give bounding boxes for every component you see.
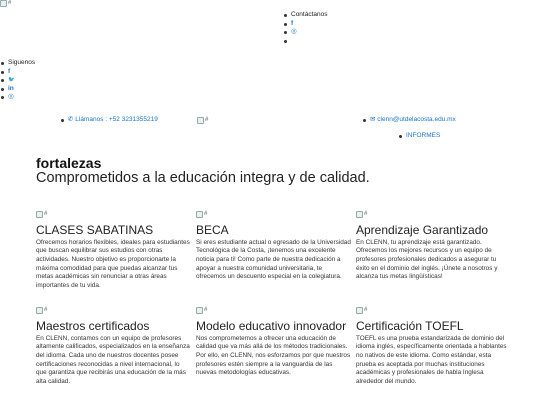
card-image-alt: # bbox=[204, 307, 208, 313]
card-title: Modelo educativo innovador bbox=[196, 319, 347, 333]
card-title: CLASES SABATINAS bbox=[36, 223, 154, 237]
card-image-alt: # bbox=[44, 307, 48, 313]
broken-image-icon bbox=[36, 307, 43, 314]
social-linkedin[interactable] bbox=[0, 85, 35, 94]
card-text: TOEFL es una prueba estandarizada de dominio del idioma inglés, específicamente orientada a hablantes no nativos de este idioma. Como estándar, esta prueba es aceptada por muchas instituciones académicas y profesionales de habla Inglesa alrededor del mundo. bbox=[356, 334, 507, 386]
card-text: Si eres estudiante actual o egresado de la Universidad Tecnológica de la Costa, ¡tenemos una excelente noticia para ti! Como parte de nuestra dedicación a apoyar a nuestra comunidad universitaria, te ofrecemos un descuento especial en la colegiatura. bbox=[196, 238, 351, 281]
section-subtitle: Comprometidos a la educación integra y de calidad. bbox=[36, 170, 370, 186]
phone-link[interactable]: Llámanos : +52 3231355219 bbox=[75, 116, 158, 123]
card-clases-sabatinas bbox=[36, 205, 191, 291]
card-image bbox=[196, 211, 207, 218]
top-menu-instagram[interactable] bbox=[283, 28, 328, 37]
top-menu bbox=[283, 11, 328, 37]
broken-image-icon bbox=[36, 211, 43, 218]
contact-link[interactable]: Contáctanos bbox=[291, 11, 328, 18]
card-image bbox=[356, 211, 367, 218]
email-icon: ✉ bbox=[370, 116, 376, 123]
facebook-icon[interactable]: f bbox=[291, 19, 294, 27]
card-image-alt: # bbox=[364, 307, 368, 313]
card-maestros-certificados bbox=[36, 301, 191, 387]
linkedin-icon[interactable]: in bbox=[8, 84, 14, 92]
card-text: En CLENN, tu aprendizaje está garantizado. Ofrecemos los mejores recursos y un equipo de profesores profesionales dedicados a asegurar tu éxito en el dominio del inglés. ¡Únete a nosotros y alcanza tus metas lingüísticas! bbox=[356, 238, 498, 281]
card-image bbox=[36, 211, 47, 218]
card-title: Certificación TOEFL bbox=[356, 319, 464, 333]
informes-list bbox=[398, 132, 440, 141]
logo-image[interactable] bbox=[0, 0, 11, 7]
section-title: fortalezas bbox=[36, 155, 102, 171]
card-image bbox=[36, 307, 47, 314]
card-certificacion-toefl bbox=[356, 301, 511, 387]
broken-image-icon bbox=[356, 307, 363, 314]
card-modelo-educativo bbox=[196, 301, 351, 378]
contact-image bbox=[197, 117, 208, 124]
broken-image-icon bbox=[0, 0, 7, 7]
facebook-icon[interactable]: f bbox=[8, 67, 11, 75]
top-menu-contact[interactable] bbox=[283, 11, 328, 20]
top-menu-facebook[interactable] bbox=[283, 20, 328, 29]
instagram-icon[interactable]: ◎ bbox=[8, 93, 14, 101]
card-text: Ofrecemos horarios flexibles, ideales para estudiantes que buscan equilibrar sus estudios con otras actividades. Nuestro objetivo es proporcionarte la máxima comodidad para que puedas alcanzar tus metas académicas sin renunciar a otras áreas importantes de tu vida. bbox=[36, 238, 190, 290]
card-image-alt: # bbox=[364, 211, 368, 217]
card-image bbox=[356, 307, 367, 314]
card-title: Aprendizaje Garantizado bbox=[356, 223, 489, 237]
card-image-alt: # bbox=[204, 211, 208, 217]
logo-alt: # bbox=[8, 0, 12, 6]
card-image-alt: # bbox=[44, 211, 48, 217]
social-instagram[interactable] bbox=[0, 93, 35, 102]
twitter-icon[interactable]: 🐦 bbox=[8, 77, 15, 84]
card-title: Maestros certificados bbox=[36, 319, 150, 333]
broken-image-icon bbox=[356, 211, 363, 218]
phone-list bbox=[60, 116, 158, 125]
card-text: Nos comprometemos a ofrecer una educación de calidad que va más allá de los métodos tradicionales. Por ello, en CLENN, nos esforzamos por que nuestros profesores estén siempre a la vanguardia de las nuevas metodologías educativas. bbox=[196, 334, 351, 377]
email-link[interactable]: clenn@utdelacosta.edu.mx bbox=[377, 116, 456, 123]
card-title: BECA bbox=[196, 223, 229, 237]
phone-item[interactable] bbox=[60, 116, 158, 125]
email-item[interactable] bbox=[362, 116, 456, 125]
broken-image-icon bbox=[196, 307, 203, 314]
email-list bbox=[362, 116, 456, 125]
card-text: En CLENN, contamos con un equipo de profesores altamente calificados, especializados en la enseñanza del idioma. Cada uno de nuestros docentes posee certificaciones reconocidas a nivel internacional, lo que garantiza que recibirás una educación de la más alta calidad. bbox=[36, 334, 190, 386]
instagram-icon[interactable]: ◎ bbox=[291, 28, 297, 36]
broken-image-icon bbox=[197, 117, 204, 124]
card-aprendizaje-garantizado bbox=[356, 205, 511, 282]
informes-link[interactable]: INFORMES bbox=[406, 132, 441, 139]
social-twitter[interactable] bbox=[0, 76, 35, 85]
social-list bbox=[0, 59, 35, 102]
social-title: Siguenos bbox=[0, 59, 35, 68]
social-facebook[interactable] bbox=[0, 68, 35, 77]
phone-icon: ✆ bbox=[68, 116, 74, 123]
card-beca bbox=[196, 205, 351, 282]
informes-item[interactable] bbox=[398, 132, 440, 141]
contact-image-alt: # bbox=[205, 117, 209, 123]
card-image bbox=[196, 307, 207, 314]
broken-image-icon bbox=[196, 211, 203, 218]
